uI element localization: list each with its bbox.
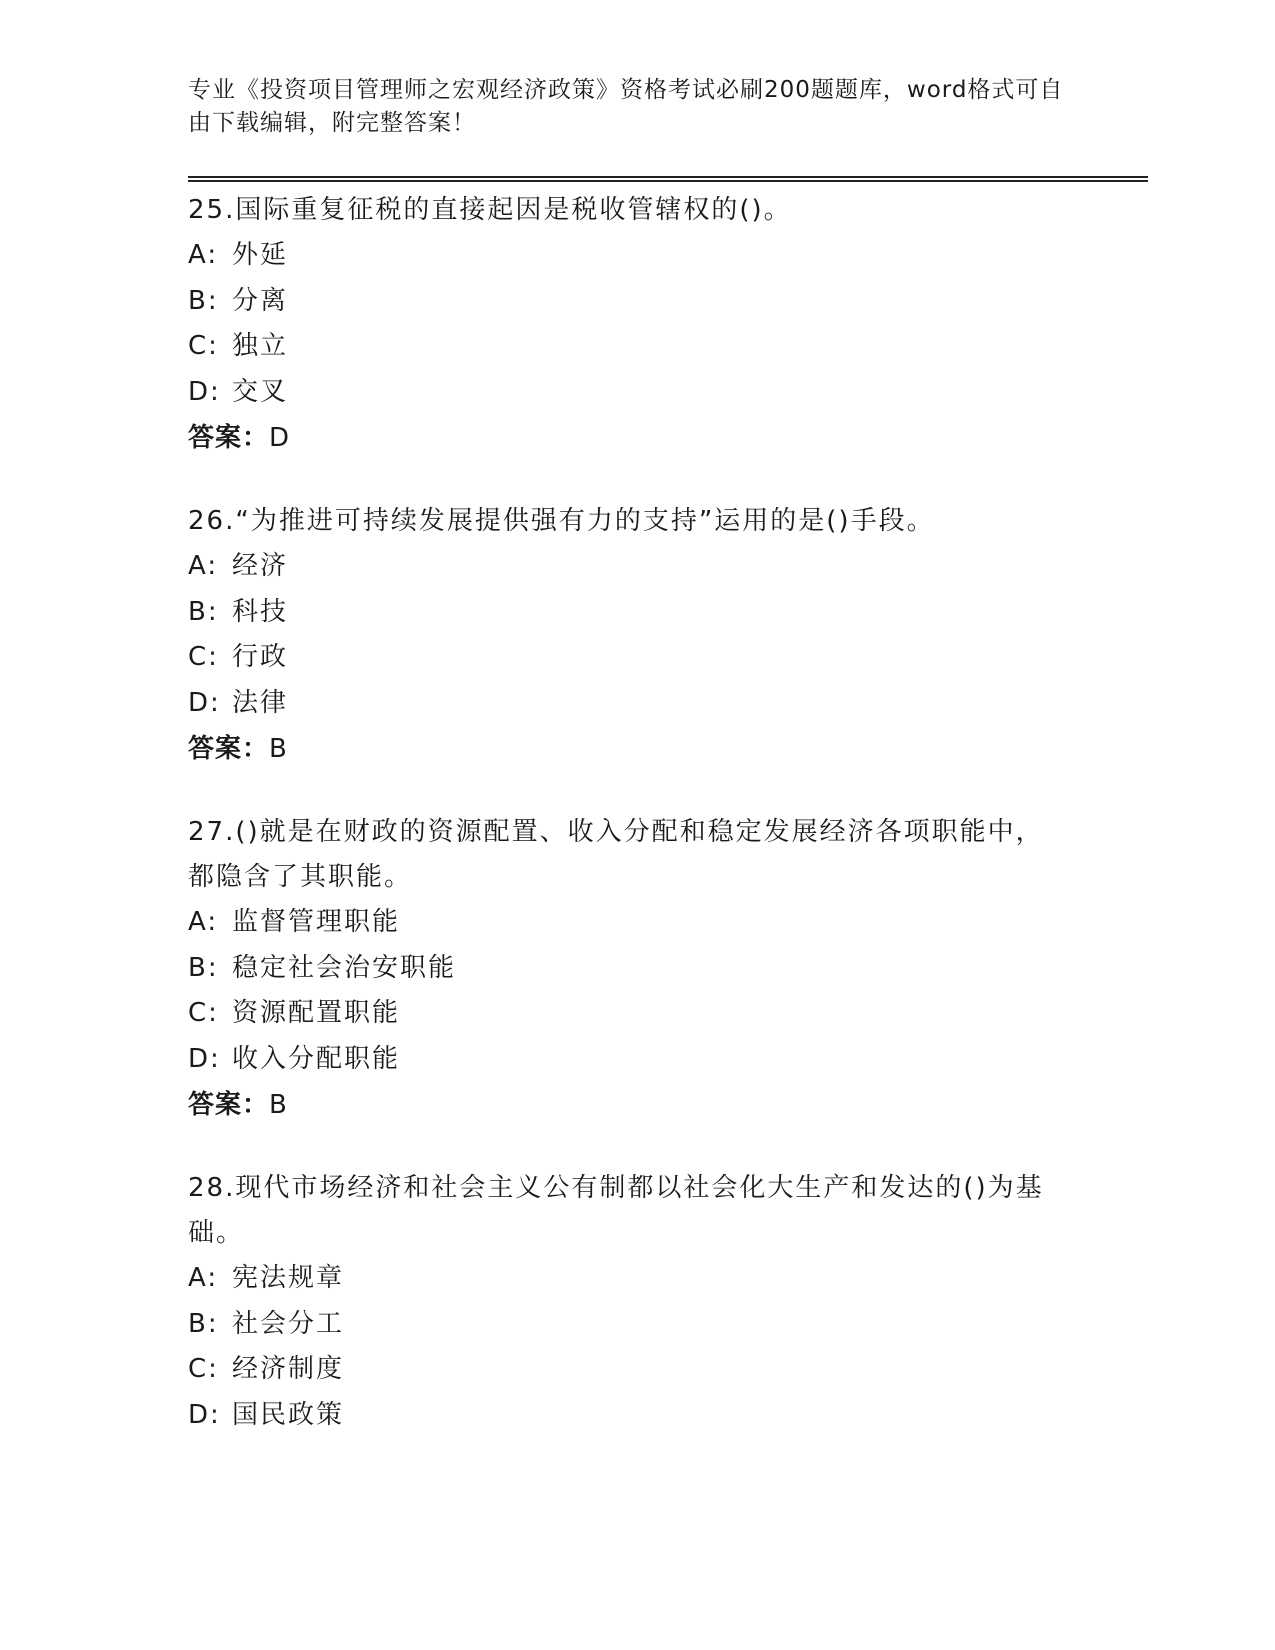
option-letter: A: xyxy=(188,551,219,581)
answer-value: B xyxy=(269,1090,288,1120)
option-text: 科技 xyxy=(232,596,289,627)
option-letter: C: xyxy=(188,331,219,361)
option-text: 外延 xyxy=(232,240,289,270)
option-letter: C: xyxy=(188,1354,219,1384)
answer-value: D xyxy=(269,423,291,453)
option-a xyxy=(188,900,1068,946)
option-b xyxy=(188,279,1068,325)
option-b xyxy=(188,1302,1068,1348)
option-c xyxy=(188,991,1068,1037)
answer-label: 答案： xyxy=(188,1090,270,1120)
option-letter: D: xyxy=(188,1043,221,1074)
double-rule-divider xyxy=(188,176,1148,182)
option-d xyxy=(188,370,1068,416)
option-c xyxy=(188,324,1068,370)
option-letter: D: xyxy=(188,687,221,718)
question-28 xyxy=(188,1166,1068,1438)
option-text: 资源配置职能 xyxy=(232,998,401,1028)
option-text: 行政 xyxy=(232,642,289,672)
question-list xyxy=(188,188,1068,1476)
option-letter: C: xyxy=(188,642,219,672)
question-stem: 26.“为推进可持续发展提供强有力的支持”运用的是()手段。 xyxy=(188,506,935,536)
option-text: 收入分配职能 xyxy=(232,1043,401,1074)
option-text: 独立 xyxy=(232,331,289,361)
option-text: 分离 xyxy=(232,285,289,316)
answer-line xyxy=(188,415,1068,461)
option-letter: D: xyxy=(188,1399,221,1430)
option-text: 经济制度 xyxy=(232,1354,345,1384)
option-letter: A: xyxy=(188,240,219,270)
answer-label: 答案： xyxy=(188,423,270,453)
answer-line xyxy=(188,1082,1068,1128)
option-a xyxy=(188,544,1068,590)
option-d xyxy=(188,1037,1068,1083)
question-stem: 27.()就是在财政的资源配置、收入分配和稳定发展经济各项职能中，都隐含了其职能。 xyxy=(188,817,1044,892)
question-27 xyxy=(188,810,1068,1128)
option-text: 宪法规章 xyxy=(232,1263,345,1293)
answer-line xyxy=(188,726,1068,772)
option-letter: B: xyxy=(188,596,219,627)
question-stem: 25.国际重复征税的直接起因是税收管辖权的()。 xyxy=(188,195,792,225)
question-stem: 28.现代市场经济和社会主义公有制都以社会化大生产和发达的()为基础。 xyxy=(188,1173,1044,1248)
option-text: 国民政策 xyxy=(232,1399,345,1430)
option-text: 社会分工 xyxy=(232,1308,345,1339)
answer-label: 答案： xyxy=(188,734,270,764)
option-text: 经济 xyxy=(232,551,289,581)
option-text: 法律 xyxy=(232,687,289,718)
option-letter: B: xyxy=(188,285,219,316)
option-text: 监督管理职能 xyxy=(232,907,401,937)
option-a xyxy=(188,233,1068,279)
option-a xyxy=(188,1256,1068,1302)
option-b xyxy=(188,946,1068,992)
option-text: 稳定社会治安职能 xyxy=(232,952,457,983)
option-letter: B: xyxy=(188,952,219,983)
option-d xyxy=(188,1393,1068,1439)
document-intro: 专业《投资项目管理师之宏观经济政策》资格考试必刷200题题库，word格式可自由下载编辑，附完整答案！ xyxy=(188,77,1064,136)
option-letter: C: xyxy=(188,998,219,1028)
option-c xyxy=(188,1347,1068,1393)
option-letter: D: xyxy=(188,376,221,407)
option-d xyxy=(188,681,1068,727)
option-letter: A: xyxy=(188,1263,219,1293)
question-26 xyxy=(188,499,1068,772)
answer-value: B xyxy=(269,734,288,764)
question-25 xyxy=(188,188,1068,461)
option-c xyxy=(188,635,1068,681)
option-text: 交叉 xyxy=(232,376,289,407)
option-b xyxy=(188,590,1068,636)
option-letter: A: xyxy=(188,907,219,937)
option-letter: B: xyxy=(188,1308,219,1339)
